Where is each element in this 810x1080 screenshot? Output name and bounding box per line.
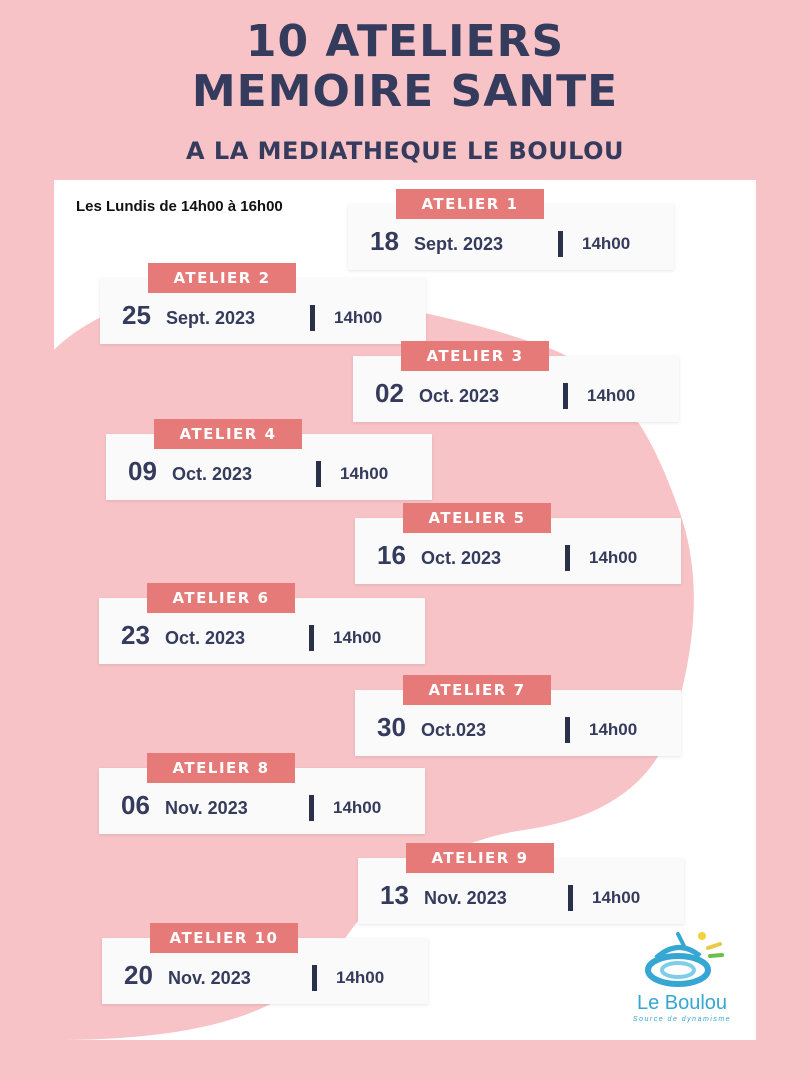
atelier-7 [355,681,681,756]
atelier-label: ATELIER 3 [401,341,549,371]
month-year: Oct. 2023 [172,464,253,484]
month-year: Sept. 2023 [166,308,256,328]
time: 14h00 [589,548,638,567]
title-line-2: MEMOIRE SANTE [191,66,619,117]
separator-bar [558,231,563,257]
atelier-6 [99,589,425,664]
separator-bar [565,545,570,571]
month-year: Sept. 2023 [414,234,504,254]
separator-bar [563,383,568,409]
atelier-1 [348,195,674,270]
time: 14h00 [587,386,636,405]
time: 14h00 [582,234,631,253]
atelier-8 [99,759,425,834]
day-number: 02 [375,378,404,408]
day-number: 18 [370,226,399,256]
day-number: 20 [124,960,153,990]
time: 14h00 [340,464,389,483]
day-number: 06 [121,790,150,820]
atelier-9 [358,849,684,924]
atelier-label: ATELIER 5 [403,503,551,533]
atelier-label: ATELIER 4 [154,419,302,449]
day-number: 09 [128,456,157,486]
separator-bar [312,965,317,991]
separator-bar [310,305,315,331]
month-year: Oct.023 [421,720,487,740]
atelier-label: ATELIER 8 [147,753,295,783]
atelier-label: ATELIER 10 [150,923,298,953]
month-year: Nov. 2023 [168,968,251,988]
logo-tagline: Source de dynamisme [632,1016,732,1023]
day-number: 23 [121,620,150,650]
schedule-note: Les Lundis de 14h00 à 16h00 [76,198,283,215]
atelier-label: ATELIER 6 [147,583,295,613]
day-number: 25 [122,300,151,330]
subtitle: A LA MEDIATHEQUE LE BOULOU [185,137,625,165]
month-year: Nov. 2023 [424,888,507,908]
month-year: Oct. 2023 [421,548,502,568]
time: 14h00 [333,798,382,817]
atelier-2 [100,269,426,344]
month-year: Nov. 2023 [165,798,248,818]
time: 14h00 [333,628,382,647]
separator-bar [309,795,314,821]
time: 14h00 [336,968,385,987]
time: 14h00 [334,308,383,327]
separator-bar [316,461,321,487]
time: 14h00 [592,888,641,907]
schedule-panel [54,180,756,1040]
month-year: Oct. 2023 [165,628,246,648]
logo-name: Le Boulou [636,992,728,1014]
atelier-10 [102,929,428,1004]
separator-bar [309,625,314,651]
day-number: 16 [377,540,406,570]
atelier-label: ATELIER 1 [396,189,544,219]
day-number: 13 [380,880,409,910]
atelier-4 [106,425,432,500]
time: 14h00 [589,720,638,739]
title-line-1: 10 ATELIERS [245,16,565,67]
atelier-label: ATELIER 9 [406,843,554,873]
atelier-3 [353,347,679,422]
separator-bar [568,885,573,911]
atelier-label: ATELIER 7 [403,675,551,705]
month-year: Oct. 2023 [419,386,500,406]
atelier-5 [355,509,681,584]
separator-bar [565,717,570,743]
atelier-label: ATELIER 2 [148,263,296,293]
day-number: 30 [377,712,406,742]
